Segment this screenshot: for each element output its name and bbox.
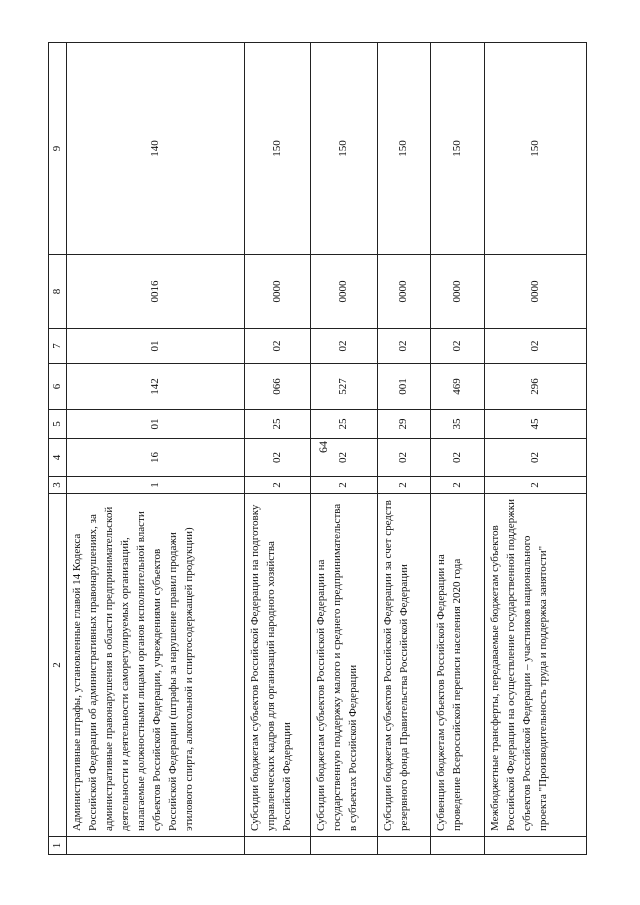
- code-cell-6: 001: [378, 364, 431, 410]
- row-description: Административные штрафы, установленные главой 14 Кодекса Российской Федерации об административных правонарушениях, за административные правонарушения в области предпринимательской деятельности и деятельности саморегулируемых организаций, налагаемые должностными лицами органов исполнительной власти субъектов Российской Федерации, учреждениями субъектов Российской Федерации (штрафы за нарушение правил продажи этилового спирта, алкогольной и спиртосодержащей продукции): [67, 494, 245, 837]
- code-cell-8: 0000: [485, 255, 587, 329]
- page-number: 64: [316, 441, 330, 453]
- code-cell-7: 02: [245, 329, 311, 364]
- table-row: [245, 43, 311, 855]
- code-cell-3: 1: [67, 477, 245, 494]
- code-cell-7: 02: [311, 329, 378, 364]
- code-cell-9: 150: [485, 43, 587, 255]
- code-cell-4: 16: [67, 439, 245, 477]
- row-number-cell: [311, 837, 378, 855]
- row-description: Межбюджетные трансферты, передаваемые бюджетам субъектов Российской Федерации на осуществление государственной поддержки субъектов Российской Федерации – участников национального проекта "Производительность труда и поддержка занятости": [485, 494, 587, 837]
- code-cell-3: 2: [245, 477, 311, 494]
- code-cell-6: 296: [485, 364, 587, 410]
- code-cell-7: 02: [378, 329, 431, 364]
- code-cell-6: 469: [431, 364, 485, 410]
- code-cell-9: 150: [431, 43, 485, 255]
- code-cell-7: 02: [485, 329, 587, 364]
- code-cell-5: 01: [67, 410, 245, 439]
- table-row: [67, 43, 245, 855]
- col-header-6: 6: [49, 364, 67, 410]
- table-row: [485, 43, 587, 855]
- col-header-5: 5: [49, 410, 67, 439]
- row-description: Субсидии бюджетам субъектов Российской Федерации за счет средств резервного фонда Правительства Российской Федерации: [378, 494, 431, 837]
- table-wrapper: [48, 43, 585, 855]
- code-cell-7: 02: [431, 329, 485, 364]
- row-number-cell: [378, 837, 431, 855]
- col-header-2: 2: [49, 494, 67, 837]
- row-number-cell: [245, 837, 311, 855]
- code-cell-9: 150: [245, 43, 311, 255]
- row-number-cell: [431, 837, 485, 855]
- code-cell-7: 01: [67, 329, 245, 364]
- code-cell-4: 02: [431, 439, 485, 477]
- code-cell-4: 02: [311, 439, 378, 477]
- code-cell-4: 02: [485, 439, 587, 477]
- code-cell-5: 35: [431, 410, 485, 439]
- code-cell-6: 066: [245, 364, 311, 410]
- row-description: Субсидии бюджетам субъектов Российской Федерации на подготовку управленческих кадров для организаций народного хозяйства Российской Федерации: [245, 494, 311, 837]
- code-cell-8: 0000: [245, 255, 311, 329]
- code-cell-3: 2: [485, 477, 587, 494]
- code-cell-3: 2: [378, 477, 431, 494]
- code-cell-5: 29: [378, 410, 431, 439]
- header-row: [49, 43, 67, 855]
- code-cell-5: 45: [485, 410, 587, 439]
- col-header-7: 7: [49, 329, 67, 364]
- col-header-1: 1: [49, 837, 67, 855]
- code-cell-5: 25: [245, 410, 311, 439]
- code-cell-6: 142: [67, 364, 245, 410]
- rotated-table-area: [48, 43, 585, 855]
- table-row: [378, 43, 431, 855]
- code-cell-4: 02: [378, 439, 431, 477]
- code-cell-9: 150: [378, 43, 431, 255]
- code-cell-3: 2: [311, 477, 378, 494]
- code-cell-5: 25: [311, 410, 378, 439]
- row-description: Субсидии бюджетам субъектов Российской Федерации на государственную поддержку малого и среднего предпринимательства в субъектах Российской Федерации: [311, 494, 378, 837]
- code-cell-4: 02: [245, 439, 311, 477]
- col-header-3: 3: [49, 477, 67, 494]
- row-description: Субвенции бюджетам субъектов Российской Федерации на проведение Всероссийской переписи населения 2020 года: [431, 494, 485, 837]
- code-cell-3: 2: [431, 477, 485, 494]
- code-cell-9: 150: [311, 43, 378, 255]
- col-header-4: 4: [49, 439, 67, 477]
- row-number-cell: [485, 837, 587, 855]
- code-cell-6: 527: [311, 364, 378, 410]
- code-cell-8: 0000: [311, 255, 378, 329]
- code-cell-9: 140: [67, 43, 245, 255]
- col-header-8: 8: [49, 255, 67, 329]
- code-cell-8: 0016: [67, 255, 245, 329]
- row-number-cell: [67, 837, 245, 855]
- col-header-9: 9: [49, 43, 67, 255]
- table-row: [431, 43, 485, 855]
- code-cell-8: 0000: [431, 255, 485, 329]
- table-row: [311, 43, 378, 855]
- code-cell-8: 0000: [378, 255, 431, 329]
- budget-classification-table: [48, 42, 587, 855]
